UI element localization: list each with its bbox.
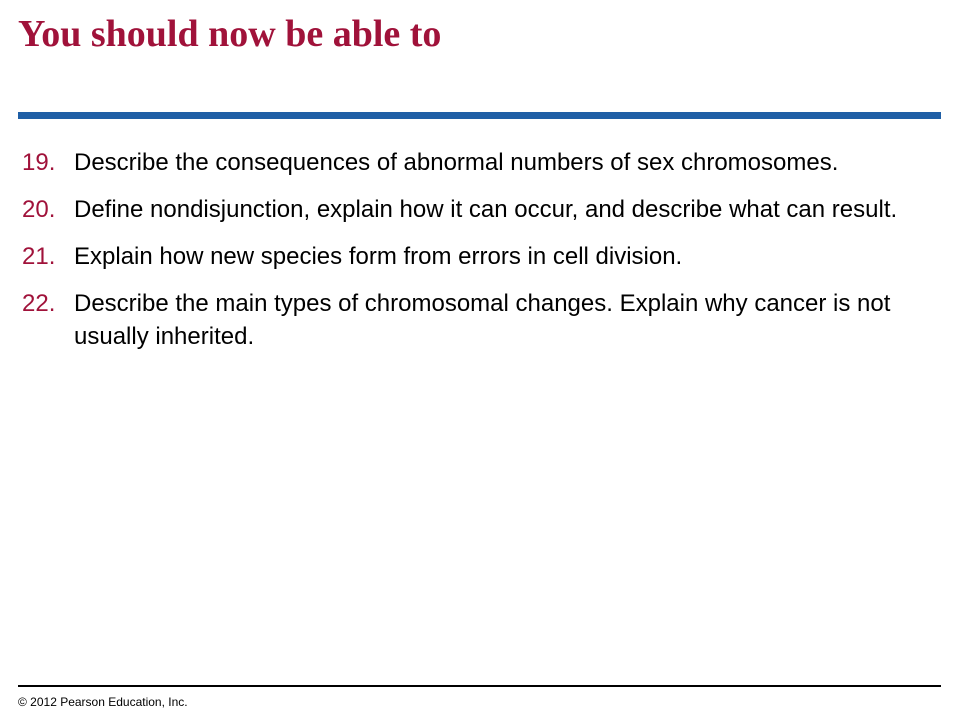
list-item <box>22 287 922 353</box>
objective-number: 19. <box>22 149 56 176</box>
objective-number: 21. <box>22 243 56 270</box>
objective-text: Describe the main types of chromosomal changes. Explain why cancer is not usually inherited. <box>74 290 891 350</box>
objective-number: 22. <box>22 290 56 317</box>
objectives-list <box>22 146 922 367</box>
list-item <box>22 240 922 273</box>
footer-divider <box>18 685 941 687</box>
title-divider <box>18 112 941 119</box>
copyright-notice: © 2012 Pearson Education, Inc. <box>18 695 188 709</box>
slide-title: You should now be able to <box>18 13 442 55</box>
list-item <box>22 146 922 179</box>
objective-text: Define nondisjunction, explain how it can occur, and describe what can result. <box>74 196 898 223</box>
list-item <box>22 193 922 226</box>
objective-text: Describe the consequences of abnormal numbers of sex chromosomes. <box>74 149 839 176</box>
objective-text: Explain how new species form from errors in cell division. <box>74 243 683 270</box>
objective-number: 20. <box>22 196 56 223</box>
